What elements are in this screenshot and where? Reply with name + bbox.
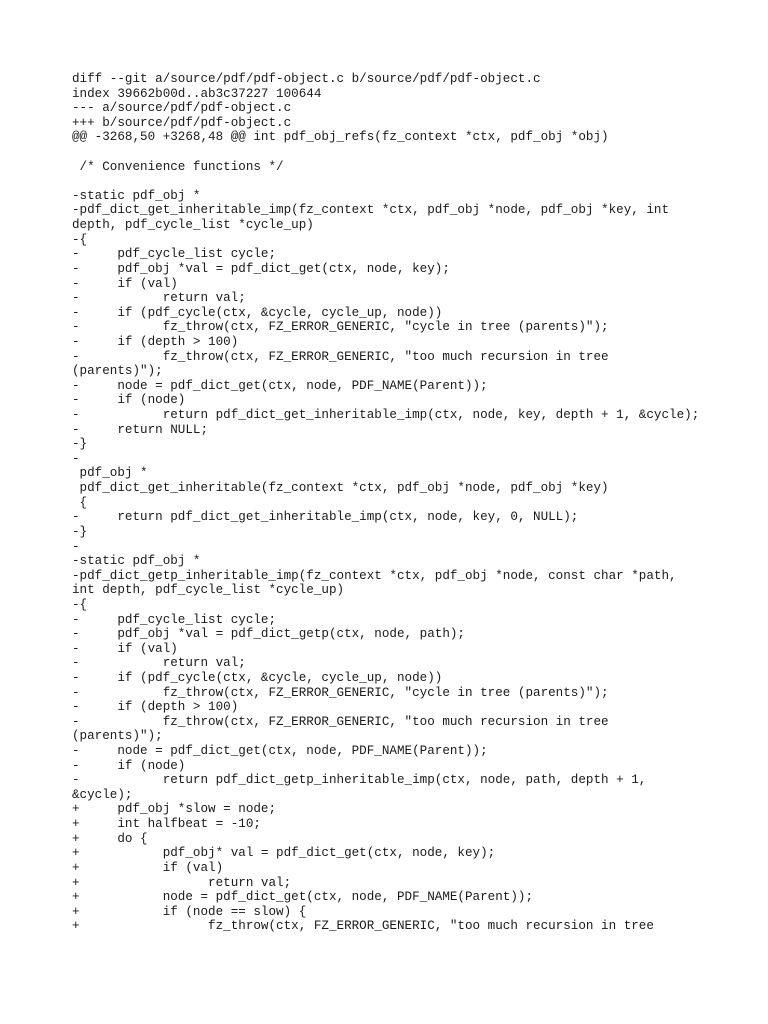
code-line: + return val; [72,875,292,890]
code-line: pdf_obj * [72,466,148,481]
code-line: --- a/source/pdf/pdf-object.c [72,101,292,116]
code-line: - if (depth > 100) [72,334,239,349]
code-line: - [72,539,80,554]
code-line: -{ [72,232,88,247]
code-line: - fz_throw(ctx, FZ_ERROR_GENERIC, "cycle in tree (parents)"); [72,685,609,700]
code-line: { [72,495,88,510]
code-line: diff --git a/source/pdf/pdf-object.c b/source/pdf/pdf-object.c [72,72,541,86]
code-line: -pdf_dict_getp_inheritable_imp(fz_context *ctx, pdf_obj *node, const char *path, [72,568,677,583]
code-line: - if (pdf_cycle(ctx, &cycle, cycle_up, node)) [72,670,443,685]
code-line: + pdf_obj *slow = node; [72,802,277,817]
code-line: - [72,451,80,466]
code-line: - return pdf_dict_get_inheritable_imp(ctx, node, key, 0, NULL); [72,510,579,525]
code-line: -pdf_dict_get_inheritable_imp(fz_context *ctx, pdf_obj *node, pdf_obj *key, int [72,203,670,218]
code-line: int depth, pdf_cycle_list *cycle_up) [72,583,345,598]
code-line: -} [72,524,88,539]
code-line: - if (pdf_cycle(ctx, &cycle, cycle_up, node)) [72,305,443,320]
code-line: - fz_throw(ctx, FZ_ERROR_GENERIC, "too much recursion in tree [72,714,609,729]
code-line: - fz_throw(ctx, FZ_ERROR_GENERIC, "too much recursion in tree [72,349,609,364]
code-line: -{ [72,597,88,612]
code-line: - return val; [72,291,246,306]
code-line: - if (node) [72,758,186,773]
code-line: - return val; [72,656,246,671]
code-line: - if (node) [72,393,186,408]
code-line: /* Convenience functions */ [72,159,284,174]
code-line: - if (val) [72,276,178,291]
code-line: &cycle); [72,787,133,802]
code-line: -static pdf_obj * [72,554,201,569]
code-line: + if (node == slow) { [72,904,307,919]
code-line: - fz_throw(ctx, FZ_ERROR_GENERIC, "cycle in tree (parents)"); [72,320,609,335]
code-line: + pdf_obj* val = pdf_dict_get(ctx, node, key); [72,846,496,861]
code-line: + int halfbeat = -10; [72,817,261,832]
diff-code-block [72,72,742,934]
code-line: - node = pdf_dict_get(ctx, node, PDF_NAME(Parent)); [72,378,488,393]
code-line: @@ -3268,50 +3268,48 @@ int pdf_obj_refs(fz_context *ctx, pdf_obj *obj) [72,130,609,145]
code-line: - return NULL; [72,422,209,437]
code-line: - return pdf_dict_getp_inheritable_imp(ctx, node, path, depth + 1, [72,773,647,788]
code-line: - return pdf_dict_get_inheritable_imp(ctx, node, key, depth + 1, &cycle); [72,408,700,423]
code-line: (parents)"); [72,364,163,379]
code-line: - pdf_obj *val = pdf_dict_get(ctx, node, key); [72,261,450,276]
code-line [72,174,742,189]
code-line: (parents)"); [72,729,163,744]
code-line: - if (depth > 100) [72,700,239,715]
code-line [72,145,742,160]
code-line: - pdf_obj *val = pdf_dict_getp(ctx, node, path); [72,627,465,642]
code-line: - if (val) [72,641,178,656]
code-line: + node = pdf_dict_get(ctx, node, PDF_NAME(Parent)); [72,890,534,905]
code-line: + fz_throw(ctx, FZ_ERROR_GENERIC, "too much recursion in tree [72,919,654,934]
code-line: + if (val) [72,860,224,875]
code-line: pdf_dict_get_inheritable(fz_context *ctx, pdf_obj *node, pdf_obj *key) [72,481,609,496]
code-line: +++ b/source/pdf/pdf-object.c [72,115,292,130]
code-line: - pdf_cycle_list cycle; [72,247,277,262]
code-line: -} [72,437,88,452]
code-line: index 39662b00d..ab3c37227 100644 [72,86,322,101]
code-line: -static pdf_obj * [72,188,201,203]
code-line: - pdf_cycle_list cycle; [72,612,277,627]
code-line: depth, pdf_cycle_list *cycle_up) [72,218,314,233]
code-line: - node = pdf_dict_get(ctx, node, PDF_NAME(Parent)); [72,744,488,759]
code-line: + do { [72,831,148,846]
